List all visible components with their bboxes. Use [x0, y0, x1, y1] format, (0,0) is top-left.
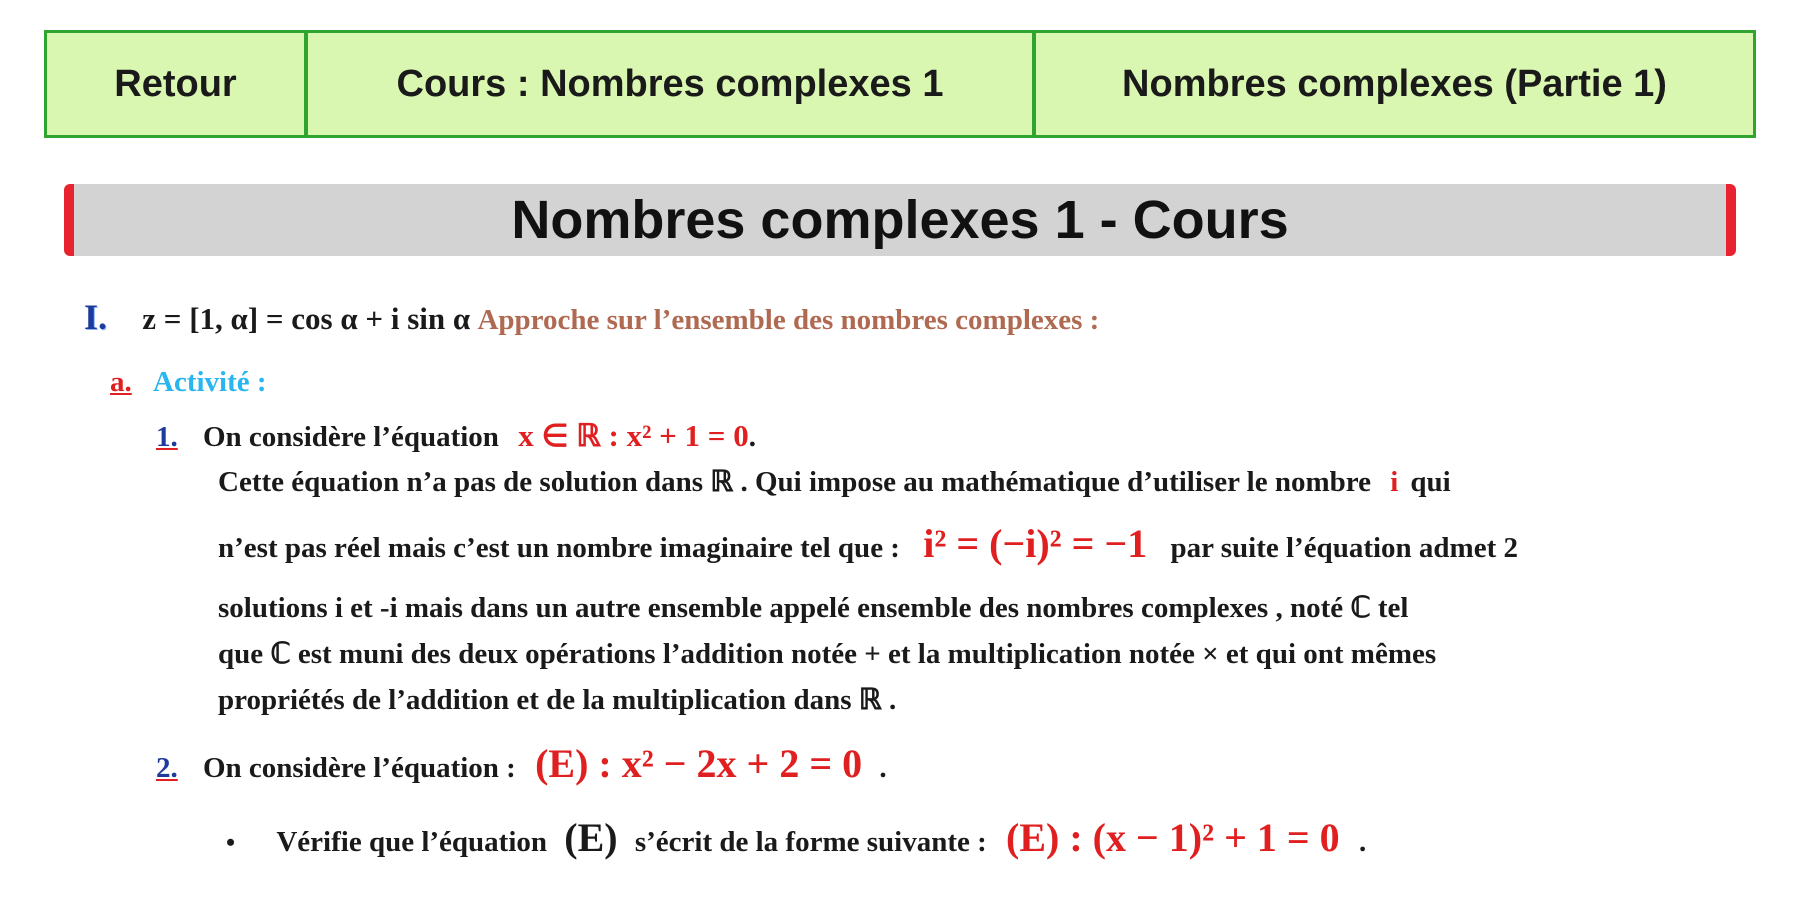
item-2-heading [156, 740, 887, 787]
paragraph-line-1-text: Cette équation n’a pas de solution dans ℝ . Qui impose au mathématique d’utiliser le nombre [218, 466, 1371, 498]
item-1-number: 1. [156, 421, 178, 453]
paragraph-line-1-end: qui [1410, 466, 1451, 498]
activity-letter: a. [110, 366, 132, 398]
imaginary-equation: i² = (−i)² = −1 [923, 521, 1148, 566]
bullet-text-start: Vérifie que l’équation [276, 826, 548, 858]
paragraph-line-1 [218, 464, 1451, 499]
paragraph-line-5 [218, 682, 896, 717]
course-link-button[interactable]: Cours : Nombres complexes 1 [304, 30, 1035, 138]
paragraph-line-2-end: par suite l’équation admet 2 [1170, 532, 1518, 564]
bullet-icon: • [226, 828, 236, 857]
paragraph-line-3 [218, 590, 1408, 625]
item-2-bullet-line [226, 814, 1366, 861]
activity-label: Activité : [153, 366, 267, 398]
factored-equation: (E) : (x − 1)² + 1 = 0 [1006, 815, 1340, 860]
section-formula: z = [1, α] = cos α + i sin α [142, 301, 471, 336]
item-1-intro: On considère l’équation [203, 421, 499, 453]
paragraph-line-4-text: que ℂ est muni des deux opérations l’addition notée + et la multiplication notée × et qui ont mêmes [218, 638, 1437, 670]
section-title: Approche sur l’ensemble des nombres complexes : [477, 304, 1100, 336]
activity-heading [110, 366, 267, 399]
paragraph-line-2-text: n’est pas réel mais c’est un nombre imaginaire tel que : [218, 532, 900, 564]
paragraph-line-4 [218, 636, 1436, 671]
bullet-end: . [1358, 826, 1367, 858]
item-1-end: . [748, 421, 756, 453]
item-2-equation: (E) : x² − 2x + 2 = 0 [535, 741, 863, 786]
bullet-text-end: s’écrit de la forme suivante : [634, 826, 987, 858]
paragraph-line-2 [218, 520, 1518, 567]
paragraph-line-3-text: solutions i et -i mais dans un autre ensemble appelé ensemble des nombres complexes , noté ℂ tel [218, 592, 1409, 624]
section-heading [84, 296, 1099, 338]
back-button[interactable]: Retour [44, 30, 307, 138]
section-number: I. [84, 297, 108, 337]
item-1-heading [156, 418, 756, 454]
page-title: Nombres complexes 1 - Cours [64, 184, 1736, 256]
item-1-equation: x ∈ ℝ : x² + 1 = 0 [518, 418, 749, 453]
imaginary-i: i [1390, 466, 1399, 498]
item-2-intro: On considère l’équation : [203, 752, 516, 784]
top-navigation [44, 30, 1756, 138]
item-2-number: 2. [156, 752, 178, 784]
equation-label-e: (E) [564, 815, 618, 860]
part-link-button[interactable]: Nombres complexes (Partie 1) [1032, 30, 1756, 138]
item-2-end: . [879, 752, 887, 784]
paragraph-line-5-text: propriétés de l’addition et de la multiplication dans ℝ . [218, 684, 897, 716]
